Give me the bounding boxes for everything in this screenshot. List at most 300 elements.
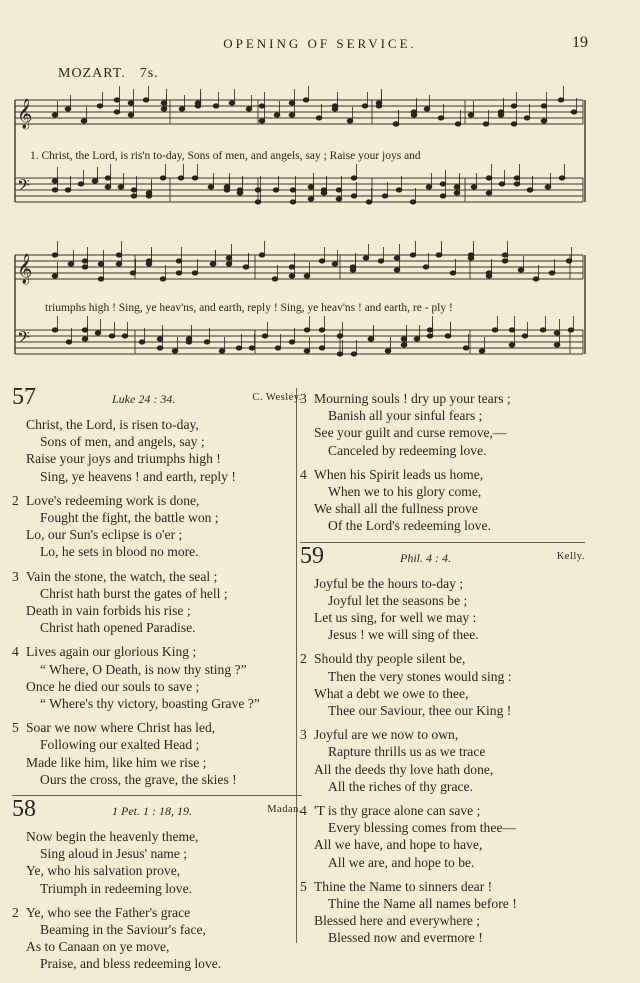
hymn-header (300, 542, 585, 573)
verse (12, 719, 302, 788)
right-column (300, 390, 585, 954)
verse-line (300, 407, 585, 424)
verse-line (12, 678, 302, 695)
music-note (385, 349, 391, 353)
music-note (527, 188, 533, 192)
verse-line-text: Now begin the heavenly theme, (26, 829, 199, 845)
music-note (78, 182, 84, 186)
page-number: 19 (572, 34, 588, 51)
verse-number: 5 (300, 878, 307, 894)
music-note (146, 191, 152, 195)
music-note (332, 262, 338, 266)
verse-line (12, 543, 302, 560)
music-note (411, 110, 417, 114)
music-note (289, 113, 295, 117)
music-note (303, 98, 309, 102)
verse-line (12, 880, 302, 897)
hymn-author: Madan. (267, 804, 302, 816)
verse-line (300, 878, 585, 895)
verse-number: 4 (12, 644, 19, 660)
hymn-author: C. Wesley. (252, 392, 302, 403)
verse-number: 2 (12, 904, 19, 920)
music-note (236, 346, 242, 350)
verse-line-text: Fought the fight, the battle won ; (40, 510, 219, 526)
music-note (394, 268, 400, 272)
music-note (454, 185, 460, 189)
music-note (255, 188, 261, 192)
verse-line (12, 845, 302, 862)
verse-line (300, 517, 585, 534)
verse-line-text: Vain the stone, the watch, the seal ; (26, 568, 218, 584)
music-note (554, 343, 560, 347)
verse-line (12, 771, 302, 788)
music-note (509, 343, 515, 347)
hymn-divider (12, 795, 302, 796)
verse-line (12, 955, 302, 972)
verse-line-text: Ye, who his salvation prove, (26, 863, 181, 879)
hymn-number: 57 (12, 384, 36, 410)
verse-line (12, 938, 302, 955)
verse-line (300, 483, 585, 500)
verse-line (300, 778, 585, 795)
verse (12, 568, 302, 637)
music-note (502, 259, 508, 263)
verse-line (300, 802, 585, 819)
hymn-header (12, 796, 302, 826)
verse-line-text: Sons of men, and angels, say ; (40, 434, 205, 450)
music-note (52, 253, 58, 257)
verse-line-text: Rapture thrills us as we trace (328, 744, 486, 760)
music-note (382, 194, 388, 198)
verse-line-text: Death in vain forbids his rise ; (26, 603, 191, 619)
music-note (118, 185, 124, 189)
hymn-number: 58 (12, 796, 36, 823)
music-note (423, 265, 429, 269)
music-note (366, 200, 372, 204)
music-note (424, 107, 430, 111)
music-note (376, 104, 382, 108)
music-note (98, 262, 104, 266)
music-note (116, 253, 122, 257)
music-note (160, 277, 166, 281)
verse-line-text: All we have, and hope to have, (314, 837, 483, 853)
music-note (566, 259, 572, 263)
music-note (540, 328, 546, 332)
music-note (195, 101, 201, 105)
verse-line-text: Of the Lord's redeeming love. (328, 518, 491, 534)
verse-line (12, 695, 302, 712)
music-note (492, 328, 498, 332)
music-note (304, 274, 310, 278)
music-note (290, 188, 296, 192)
verse-line (12, 468, 302, 485)
music-note (52, 113, 58, 117)
verse-number: 2 (12, 492, 19, 508)
bass-clef-icon: 𝄢 (17, 177, 30, 199)
verse-line (12, 492, 302, 509)
running-head: OPENING OF SERVICE. (223, 36, 417, 51)
music-note (410, 200, 416, 204)
verse-line-text: Joyful let the seasons be ; (328, 592, 468, 608)
music-note (483, 122, 489, 126)
verse-line-text: Blessed now and evermore ! (328, 930, 483, 946)
music-note (259, 253, 265, 257)
music-note (522, 334, 528, 338)
verse-line-text: Let us sing, for well we may : (314, 610, 477, 626)
hymn (12, 796, 302, 973)
verse-line-text: Jesus ! we will sing of thee. (328, 627, 479, 643)
music-note (319, 346, 325, 350)
verse-line (300, 390, 585, 407)
verse-line (12, 643, 302, 660)
music-note (401, 343, 407, 347)
music-note (559, 176, 565, 180)
music-note (122, 334, 128, 338)
verse-line (300, 668, 585, 685)
music-note (272, 277, 278, 281)
music-note (204, 340, 210, 344)
verse-line (300, 626, 585, 643)
verse-line (300, 609, 585, 626)
verse-line-text: Lo, he sets in blood no more. (40, 544, 199, 560)
music-note (289, 101, 295, 105)
music-note (450, 271, 456, 275)
verse-line (300, 650, 585, 667)
music-note (289, 340, 295, 344)
verse-line-text: Following our exalted Head ; (40, 737, 200, 753)
music-note (255, 200, 261, 204)
hymn (300, 542, 585, 947)
verse-line-text: See your guilt and curse remove,— (314, 425, 507, 441)
verse (300, 802, 585, 871)
music-note (246, 107, 252, 111)
music-note (486, 271, 492, 275)
music-note (82, 337, 88, 341)
music-note (468, 113, 474, 117)
music-note (337, 352, 343, 356)
music-note (440, 182, 446, 186)
music-note (259, 104, 265, 108)
verse-line-text: Christ hath opened Paradise. (40, 620, 196, 636)
music-note (568, 328, 574, 332)
music-note (161, 101, 167, 105)
verse-line-text: When his Spirit leads us home, (314, 466, 484, 482)
music-note (208, 185, 214, 189)
music-note (160, 176, 166, 180)
music-note (273, 188, 279, 192)
bass-clef-icon: 𝄢 (17, 329, 30, 351)
music-note (455, 122, 461, 126)
music-note (393, 122, 399, 126)
music-note (219, 349, 225, 353)
verse-line (12, 568, 302, 585)
music-note (237, 188, 243, 192)
verse-number: 3 (12, 568, 19, 584)
verse (12, 416, 302, 485)
hymn-number: 59 (300, 542, 324, 569)
verse-line (12, 509, 302, 526)
music-note (571, 110, 577, 114)
music-note (368, 337, 374, 341)
music-note (554, 331, 560, 335)
music-note (518, 268, 524, 272)
music-lyrics-line-2: triumphs high ! Sing, ye heav'ns, and earth, reply ! Sing, ye heav'ns ! and earth, re - ply ! (45, 302, 453, 314)
treble-clef-icon: 𝄞 (17, 254, 33, 283)
verse-line (12, 921, 302, 938)
music-note (363, 256, 369, 260)
verse (300, 878, 585, 947)
verse (300, 726, 585, 795)
verse-line (12, 450, 302, 467)
music-note (82, 259, 88, 263)
music-note (541, 119, 547, 123)
music-note (486, 191, 492, 195)
music-note (336, 188, 342, 192)
music-note (210, 262, 216, 266)
verse-line-text: All the riches of thy grace. (328, 778, 473, 794)
music-note (438, 116, 444, 120)
music-note (511, 104, 517, 108)
music-note (558, 98, 564, 102)
verse-line (12, 619, 302, 636)
music-note (65, 188, 71, 192)
verse-line (300, 836, 585, 853)
music-note (172, 349, 178, 353)
music-note (116, 262, 122, 266)
verse-line-text: Once he died our souls to save ; (26, 678, 200, 694)
hymn-scripture-ref: Phil. 4 : 4. (400, 550, 451, 565)
verse-line-text: Banish all your sinful fears ; (328, 408, 483, 424)
music-note (502, 253, 508, 257)
music-note (319, 259, 325, 263)
verse-line (300, 761, 585, 778)
verse-line (300, 442, 585, 459)
music-note (304, 328, 310, 332)
verse-line-text: Sing, ye heavens ! and earth, reply ! (40, 468, 236, 484)
verse-line (12, 828, 302, 845)
verse-line-text: Raise your joys and triumphs high ! (26, 451, 221, 467)
verse-line-text: Then the very stones would sing : (328, 668, 512, 684)
verse-line (300, 929, 585, 946)
verse-line (300, 819, 585, 836)
music-note (131, 194, 137, 198)
music-note (66, 340, 72, 344)
verse (300, 466, 585, 535)
music-note (290, 200, 296, 204)
music-note (82, 328, 88, 332)
music-note (128, 101, 134, 105)
hymn-header (12, 384, 302, 414)
verse-line-text: Joyful be the hours to-day ; (314, 575, 464, 591)
music-note (229, 101, 235, 105)
music-note (259, 119, 265, 123)
verse-line-text: When we to his glory come, (328, 484, 482, 500)
verse-line-text: All the deeds thy love hath done, (314, 761, 494, 777)
verse-line-text: Thine the Name all names before ! (328, 896, 517, 912)
music-note (52, 328, 58, 332)
verse-line-text: Praise, and bless redeeming love. (40, 956, 222, 972)
verse-line (12, 904, 302, 921)
music-note (98, 277, 104, 281)
music-note (179, 107, 185, 111)
verse-line (12, 719, 302, 736)
verse-line (300, 743, 585, 760)
verse-line (12, 736, 302, 753)
left-column (12, 384, 302, 980)
verse-line-text: Mourning souls ! dry up your tears ; (314, 391, 511, 406)
verse-number: 4 (300, 466, 307, 482)
music-note (316, 116, 322, 120)
hymn-scripture-ref: Luke 24 : 34. (112, 392, 176, 406)
verse-line (12, 526, 302, 543)
music-note (226, 262, 232, 266)
verse (300, 650, 585, 719)
verse-line (300, 912, 585, 929)
verse-line (12, 416, 302, 433)
music-note (176, 259, 182, 263)
verse-line-text: “ Where's thy victory, boasting Grave ?” (40, 696, 260, 712)
verse-line-text: Love's redeeming work is done, (26, 492, 200, 508)
music-note (52, 274, 58, 278)
music-note (213, 104, 219, 108)
hymn-divider (300, 542, 585, 543)
verse-line (12, 661, 302, 678)
music-note (130, 271, 136, 275)
music-note (97, 104, 103, 108)
music-lyrics-line-1: 1. Christ, the Lord, is ris'n to-day, Sons of men, and angels, say ; Raise your joys and (30, 150, 421, 162)
verse-line-text: Christ, the Lord, is risen to-day, (26, 417, 199, 432)
verse-number: 4 (300, 803, 307, 819)
music-note (533, 277, 539, 281)
verse-line-text: Joyful are we now to own, (314, 727, 459, 743)
verse (300, 390, 585, 459)
music-note (52, 188, 58, 192)
music-note (514, 176, 520, 180)
music-note (511, 122, 517, 126)
music-note (304, 349, 310, 353)
verse-line (300, 854, 585, 871)
music-note (249, 346, 255, 350)
music-note (545, 185, 551, 189)
music-note (82, 265, 88, 269)
music-note (426, 185, 432, 189)
music-note (178, 176, 184, 180)
music-note (176, 271, 182, 275)
music-note (445, 334, 451, 338)
music-note (498, 110, 504, 114)
verse-line (12, 602, 302, 619)
verse-line-text: Blessed here and everywhere ; (314, 913, 481, 929)
music-note (454, 191, 460, 195)
music-note (337, 334, 343, 338)
verse-line-text: Triumph in redeeming love. (40, 880, 193, 896)
music-note (143, 98, 149, 102)
hymn (300, 390, 585, 535)
music-note (114, 98, 120, 102)
music-score (0, 0, 640, 390)
music-note (146, 262, 152, 266)
verse-line (300, 702, 585, 719)
music-note (274, 113, 280, 117)
verse-line-text: Ours the cross, the grave, the skies ! (40, 771, 237, 787)
music-note (289, 265, 295, 269)
verse-line-text: Should thy people silent be, (314, 651, 466, 667)
music-note (410, 253, 416, 257)
music-note (347, 119, 353, 123)
music-note (471, 185, 477, 189)
music-note (436, 253, 442, 257)
verse-line (300, 895, 585, 912)
music-note (308, 197, 314, 201)
music-note (351, 194, 357, 198)
music-note (541, 104, 547, 108)
verse-line (300, 592, 585, 609)
music-note (509, 328, 515, 332)
verse-line-text: Made like him, like him we rise ; (26, 754, 207, 770)
verse-line-text: Thine the Name to sinners dear ! (314, 878, 493, 894)
verse-line (12, 585, 302, 602)
hymn-author: Kelly. (556, 550, 585, 562)
music-note (514, 182, 520, 186)
music-note (440, 194, 446, 198)
music-note (92, 179, 98, 183)
music-note (131, 188, 137, 192)
music-note (262, 334, 268, 338)
music-note (499, 182, 505, 186)
verse-line-text: Christ hath burst the gates of hell ; (40, 585, 228, 601)
verse-line-text: Every blessing comes from thee— (328, 820, 516, 836)
verse-line-text: Ye, who see the Father's grace (26, 904, 191, 920)
verse (12, 492, 302, 561)
music-note (105, 185, 111, 189)
music-note (109, 334, 115, 338)
music-note (128, 113, 134, 117)
music-note (157, 346, 163, 350)
music-note (321, 191, 327, 195)
music-note (65, 107, 71, 111)
verse-line-text: All we are, and hope to be. (328, 854, 475, 870)
hymn (12, 384, 302, 788)
music-note (226, 256, 232, 260)
verse-line (12, 862, 302, 879)
verse (12, 643, 302, 712)
verse-line-text: Thee our Saviour, thee our King ! (328, 703, 512, 719)
music-note (427, 334, 433, 338)
music-note (114, 110, 120, 114)
hymn-scripture-ref: 1 Pet. 1 : 18, 19. (112, 804, 192, 819)
music-note (52, 179, 58, 183)
verse-line-text: What a debt we owe to thee, (314, 685, 469, 701)
verse-line (300, 726, 585, 743)
verse-number: 3 (300, 391, 307, 406)
verse-line-text: Canceled by redeeming love. (328, 442, 487, 458)
music-note (105, 176, 111, 180)
music-note (319, 328, 325, 332)
tune-name: MOZART. (58, 66, 126, 81)
music-note (243, 265, 249, 269)
verse-number: 3 (300, 727, 307, 743)
music-note (224, 185, 230, 189)
verse-line-text: We shall all the fullness prove (314, 501, 478, 517)
music-note (351, 176, 357, 180)
music-note (157, 337, 163, 341)
music-note (68, 262, 74, 266)
verse-number: 2 (300, 651, 307, 667)
music-note (332, 107, 338, 111)
music-note (468, 253, 474, 257)
music-note (463, 346, 469, 350)
verse-line-text: Sing aloud in Jesus' name ; (40, 846, 188, 862)
